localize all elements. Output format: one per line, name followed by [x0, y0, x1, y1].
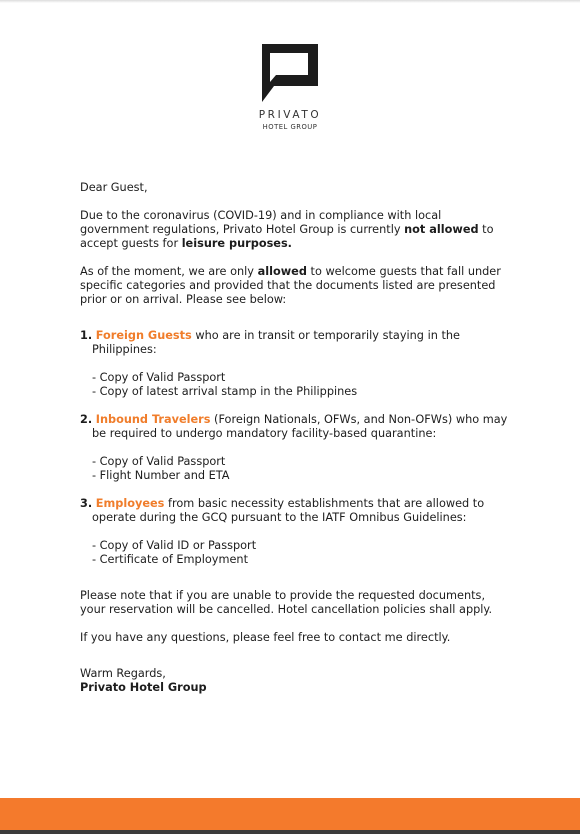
category-title: Employees	[95, 497, 165, 510]
signature-name: Privato Hotel Group	[80, 681, 207, 694]
footer-accent-bar	[0, 798, 580, 830]
paragraph-text: Due to the coronavirus (COVID-19) and in compliance with local government regulations, Privato Hotel Group is currently	[80, 209, 442, 236]
document-item: - Copy of Valid ID or Passport	[92, 539, 257, 552]
paragraph-text: to accept guests for	[80, 223, 494, 250]
document-item: - Copy of latest arrival stamp in the Philippines	[92, 385, 358, 398]
document-item: - Certificate of Employment	[92, 553, 249, 566]
document-item: - Flight Number and ETA	[92, 469, 230, 482]
paragraph-text: As of the moment, we are only	[80, 265, 258, 278]
category-item-2	[80, 413, 510, 441]
logo	[0, 44, 580, 131]
category-item-3	[80, 497, 510, 525]
greeting: Dear Guest,	[80, 181, 148, 194]
signature	[80, 681, 510, 695]
item-number: 2.	[80, 413, 93, 426]
paragraph-questions: If you have any questions, please feel free to contact me directly.	[80, 631, 451, 644]
closing: Warm Regards,	[80, 667, 166, 680]
privato-logo-mark-icon	[260, 44, 320, 102]
category-description: who are in transit or temporarily staying in the Philippines:	[92, 329, 461, 356]
paragraph-regulations	[80, 209, 510, 251]
category-title: Inbound Travelers	[95, 413, 211, 426]
document-list	[80, 539, 510, 567]
paragraph-note: Please note that if you are unable to provide the requested documents, your reservation will be cancelled. Hotel cancellation policies shall apply.	[80, 589, 493, 616]
paragraph-text: to welcome guests that fall under specific categories and provided that the documents listed are presented prior or on arrival. Please see below:	[80, 265, 501, 306]
document-list	[80, 371, 510, 399]
document-item: - Copy of Valid Passport	[92, 371, 226, 384]
item-number: 1.	[80, 329, 93, 342]
category-item-1	[80, 329, 510, 357]
logo-brand-name: PRIVATO	[258, 109, 322, 121]
paragraph-allowed	[80, 265, 510, 307]
document-item: - Copy of Valid Passport	[92, 455, 226, 468]
emphasis-not-allowed: not allowed	[404, 223, 479, 236]
logo-subtitle: HOTEL GROUP	[262, 123, 318, 131]
document-list	[80, 455, 510, 483]
footer-edge	[0, 830, 580, 834]
category-description: (Foreign Nationals, OFWs, and Non-OFWs) who may be required to undergo mandatory facility-based quarantine:	[92, 413, 508, 440]
category-title: Foreign Guests	[95, 329, 192, 342]
emphasis-allowed: allowed	[257, 265, 307, 278]
letter-body	[80, 181, 510, 695]
page-top-shadow	[0, 0, 580, 3]
emphasis-leisure: leisure purposes.	[181, 237, 292, 250]
category-description: from basic necessity establishments that are allowed to operate during the GCQ pursuant to the IATF Omnibus Guidelines:	[92, 497, 485, 524]
item-number: 3.	[80, 497, 93, 510]
